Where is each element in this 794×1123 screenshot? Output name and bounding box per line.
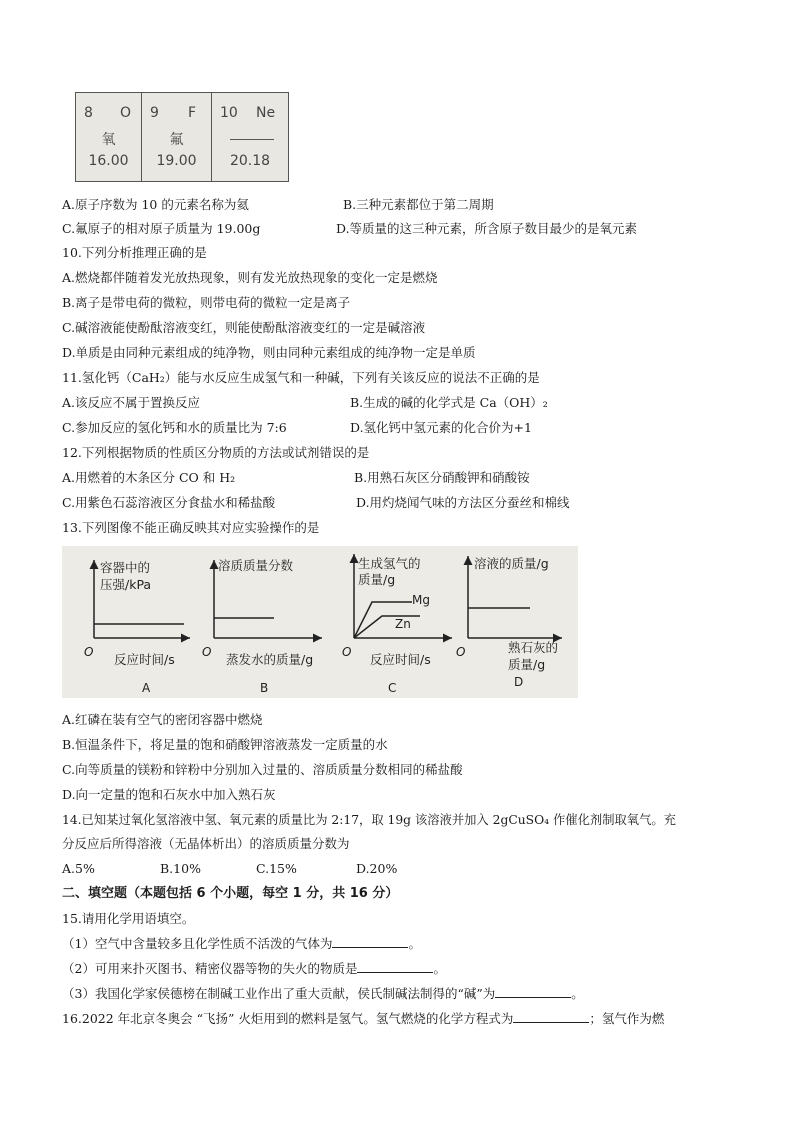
graph-b-xlabel: 蒸发水的质量/g: [226, 652, 314, 667]
graph-a: [84, 560, 190, 695]
q10-option-c: C.碱溶液能使酚酞溶液变红，则能使酚酞溶液变红的一定是碱溶液: [62, 320, 426, 335]
element-symbol: O: [120, 105, 132, 121]
q9-option-d: D.等质量的这三种元素，所含原子数目最少的是氧元素: [336, 221, 638, 236]
atomic-mass: 16.00: [88, 153, 129, 169]
q11-option-d: D.氢化钙中氢元素的化合价为+1: [350, 420, 532, 435]
atomic-number: 10: [220, 105, 238, 121]
q13-option-c: C.向等质量的镁粉和锌粉中分别加入过量的、溶质质量分数相同的稀盐酸: [62, 762, 463, 777]
section-2-title: 二、填空题（本题包括 6 个小题，每空 1 分，共 16 分）: [62, 886, 399, 901]
q15-part-3-text: （3）我国化学家侯德榜在制碱工业作出了重大贡献，侯氏制碱法制得的“碱”为: [62, 986, 496, 1001]
q14-option-c: C.15%: [256, 861, 297, 876]
q12-option-b: B.用熟石灰区分硝酸钾和硝酸铵: [354, 470, 530, 485]
q16-tail: ；氢气作为燃: [589, 1011, 665, 1026]
q10-option-d: D.单质是由同种元素组成的纯净物，则由同种元素组成的纯净物一定是单质: [62, 345, 476, 360]
period: 。: [433, 961, 446, 976]
period: 。: [571, 986, 584, 1001]
graph-d-origin: O: [456, 645, 466, 659]
graph-d-caption: D: [514, 675, 524, 689]
atomic-number: 8: [84, 105, 93, 121]
answer-blank[interactable]: [495, 985, 571, 998]
q15-stem: 15.请用化学用语填空。: [62, 911, 195, 926]
graph-d-xlabel-1: 熟石灰的: [508, 640, 559, 655]
answer-blank[interactable]: [357, 960, 433, 973]
periodic-table-image: [75, 92, 289, 182]
element-cell-oxygen: [76, 93, 142, 181]
graph-d-ylabel: 溶液的质量/g: [474, 556, 549, 571]
q14-option-d: D.20%: [356, 861, 398, 876]
graph-c-ylabel-1: 生成氢气的: [358, 556, 421, 571]
q14-stem-line1: 14.已知某过氧化氢溶液中氢、氧元素的质量比为 2:17，取 19g 该溶液并加入 2gCuSO₄ 作催化剂制取氧气。充: [62, 813, 676, 827]
name-blank-line: [230, 139, 274, 140]
q16-stem: [62, 1010, 664, 1028]
element-symbol: F: [188, 105, 197, 121]
q13-option-d: D.向一定量的饱和石灰水中加入熟石灰: [62, 787, 276, 802]
q9-option-a: A.原子序数为 10 的元素名称为氦: [62, 197, 249, 212]
q11-option-c: C.参加反应的氢化钙和水的质量比为 7:6: [62, 420, 287, 435]
graph-c-xlabel: 反应时间/s: [370, 652, 431, 667]
q15-part-3: [62, 985, 584, 1003]
graph-a-origin: O: [84, 645, 94, 659]
q12-option-c: C.用紫色石蕊溶液区分食盐水和稀盐酸: [62, 495, 276, 510]
q10-stem: 10.下列分析推理正确的是: [62, 245, 207, 260]
q13-option-a: A.红磷在装有空气的密闭容器中燃烧: [62, 712, 263, 727]
graph-d: [456, 556, 562, 689]
q12-option-d: D.用灼烧闻气味的方法区分蚕丝和棉线: [356, 495, 570, 510]
q13-stem: 13.下列图像不能正确反映其对应实验操作的是: [62, 520, 320, 535]
graph-b-origin: O: [202, 645, 212, 659]
graph-c-caption: C: [388, 681, 397, 695]
element-name: 氟: [169, 132, 184, 148]
q12-stem: 12.下列根据物质的性质区分物质的方法或试剂错误的是: [62, 445, 370, 460]
q15-part-1: [62, 935, 421, 953]
q15-part-2-text: （2）可用来扑灭图书、精密仪器等物的失火的物质是: [62, 961, 358, 976]
q15-part-2: [62, 960, 446, 978]
q14-stem-line2: 分反应后所得溶液（无晶体析出）的溶质质量分数为: [62, 836, 350, 851]
element-name: 氧: [101, 132, 116, 148]
q10-option-b: B.离子是带电荷的微粒，则带电荷的微粒一定是离子: [62, 295, 351, 310]
graph-a-xlabel: 反应时间/s: [114, 652, 175, 667]
period: 。: [408, 936, 421, 951]
q16-stem-text: 16.2022 年北京冬奥会 “飞扬” 火炬用到的燃料是氢气。氢气燃烧的化学方程式为: [62, 1011, 514, 1026]
graph-c-origin: O: [342, 645, 352, 659]
q10-option-a: A.燃烧都伴随着发光放热现象，则有发光放热现象的变化一定是燃烧: [62, 270, 438, 285]
answer-blank[interactable]: [332, 935, 408, 948]
q11-option-b: B.生成的碱的化学式是 Ca（OH）₂: [350, 395, 548, 410]
graph-a-ylabel-2: 压强/kPa: [100, 577, 152, 592]
q13-graphs-image: [62, 546, 578, 698]
graph-c-series-zn: Zn: [395, 617, 411, 631]
q14-option-b: B.10%: [160, 861, 201, 876]
q13-option-b: B.恒温条件下，将足量的饱和硝酸钾溶液蒸发一定质量的水: [62, 737, 388, 752]
q15-part-1-text: （1）空气中含量较多且化学性质不活泼的气体为: [62, 936, 333, 951]
graph-b: [202, 558, 322, 695]
graph-b-ylabel: 溶质质量分数: [218, 558, 294, 573]
q14-option-a: A.5%: [62, 861, 95, 876]
q11-option-a: A.该反应不属于置换反应: [62, 395, 201, 410]
graph-d-xlabel-2: 质量/g: [508, 657, 546, 672]
element-cell-fluorine: [142, 93, 212, 181]
atomic-mass: 19.00: [156, 153, 197, 169]
graph-c-series-mg: Mg: [412, 593, 430, 607]
q9-option-b: B.三种元素都位于第二周期: [343, 197, 494, 212]
q9-option-c: C.氟原子的相对原子质量为 19.00g: [62, 221, 261, 236]
graph-b-caption: B: [260, 681, 269, 695]
atomic-number: 9: [150, 105, 159, 121]
graph-a-ylabel-1: 容器中的: [100, 560, 151, 575]
q12-option-a: A.用燃着的木条区分 CO 和 H₂: [62, 470, 236, 485]
q11-stem: 11.氢化钙（CaH₂）能与水反应生成氢气和一种碱，下列有关该反应的说法不正确的是: [62, 370, 540, 385]
element-cell-neon: [212, 93, 288, 181]
graph-a-caption: A: [142, 681, 151, 695]
graph-c: [342, 554, 452, 695]
atomic-mass: 20.18: [229, 153, 271, 169]
graph-c-ylabel-2: 质量/g: [358, 572, 396, 587]
element-symbol: Ne: [256, 105, 276, 121]
answer-blank[interactable]: [513, 1010, 589, 1023]
